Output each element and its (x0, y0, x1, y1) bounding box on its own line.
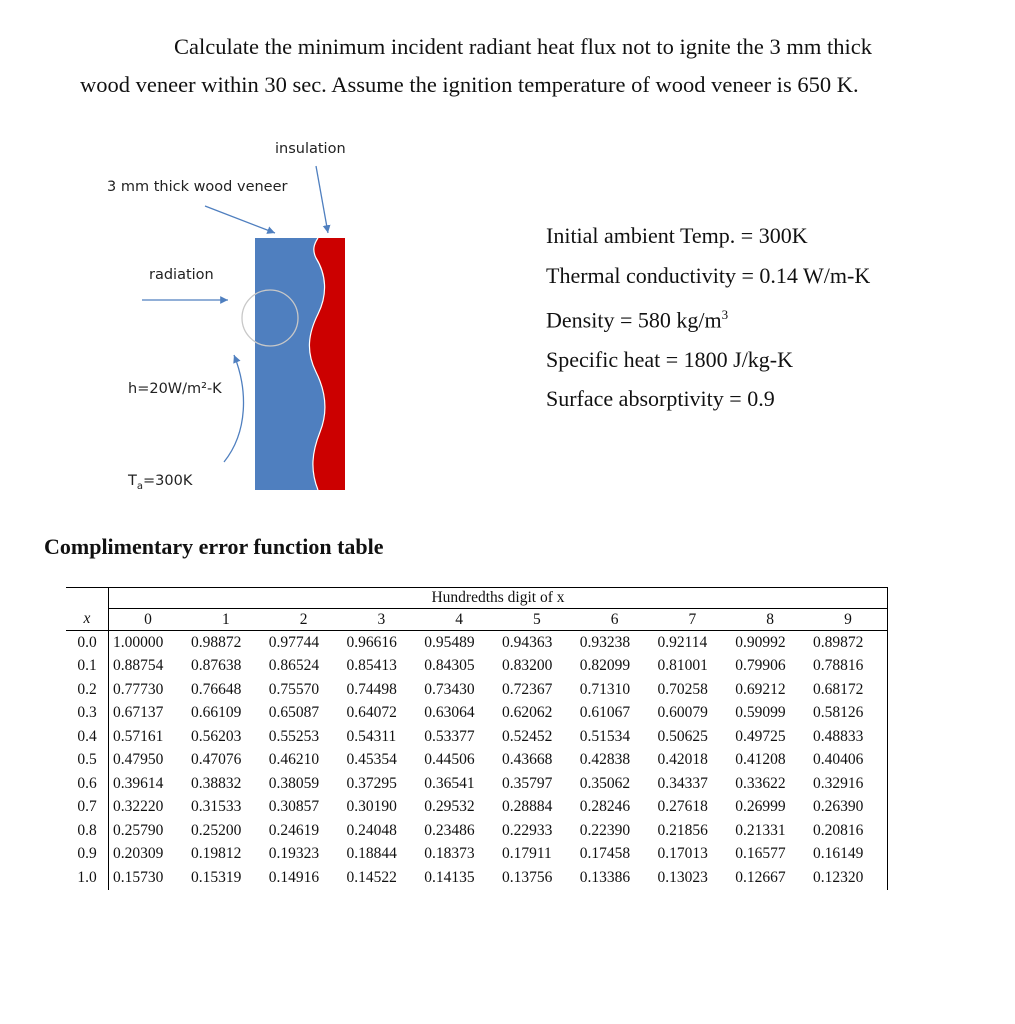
table-cell: 0.70258 (657, 680, 708, 698)
table-cell: 0.24048 (346, 821, 397, 839)
veneer-pointer-arrow (205, 206, 275, 233)
table-cell: 0.79906 (735, 657, 786, 675)
digit-header: 3 (342, 609, 420, 631)
table-cell: 0.69212 (735, 680, 786, 698)
table-cell: 0.12667 (735, 868, 786, 886)
absorptivity-property: Surface absorptivity = 0.9 (546, 386, 775, 412)
table-cell: 0.85413 (346, 657, 397, 675)
table-cell: 0.46210 (268, 751, 320, 769)
table-cell: 0.25790 (113, 821, 164, 839)
table-cell: 0.49725 (735, 727, 786, 745)
table-cell: 0.26999 (735, 798, 786, 816)
table-cell: 0.20309 (113, 845, 164, 863)
table-cell: 0.14135 (424, 868, 475, 886)
table-cell: 0.41208 (735, 751, 786, 769)
table-cell: 0.19323 (268, 845, 320, 863)
table-cell: 0.35062 (579, 774, 631, 792)
row-x-value: 0.4 (66, 725, 109, 749)
erfc-table (66, 588, 888, 890)
table-cell: 0.67137 (113, 704, 164, 722)
table-cell: 0.16149 (809, 843, 888, 867)
table-cell: 0.96616 (346, 633, 397, 651)
radiation-label: radiation (149, 267, 214, 283)
table-cell: 0.78816 (809, 655, 888, 679)
table-row (66, 631, 888, 655)
row-x-value: 0.7 (66, 796, 109, 820)
table-cell: 0.13386 (579, 868, 631, 886)
digit-header: 0 (109, 609, 187, 631)
table-cell: 0.77730 (113, 680, 164, 698)
row-x-value: 0.3 (66, 702, 109, 726)
table-cell: 0.21331 (735, 821, 786, 839)
table-cell: 0.20816 (809, 819, 888, 843)
table-cell: 0.17911 (501, 845, 552, 863)
group-header: Hundredths digit of x (109, 588, 888, 609)
insulation-pointer-arrow (316, 166, 328, 233)
table-cell: 0.56203 (190, 727, 242, 745)
row-x-value: 1.0 (66, 866, 109, 890)
table-cell: 0.66109 (190, 704, 242, 722)
row-x-value: 0.2 (66, 678, 109, 702)
table-cell: 0.26390 (809, 796, 888, 820)
table-cell: 0.42018 (657, 751, 708, 769)
ambient-temperature-label: $T_a=300K$ (128, 473, 193, 492)
table-cell: 0.15730 (113, 868, 164, 886)
table-cell: 0.13023 (657, 868, 708, 886)
table-cell: 0.47950 (113, 751, 164, 769)
heat-transfer-coefficient-label: h=20W/m²-K (128, 381, 222, 397)
table-cell: 0.63064 (424, 704, 475, 722)
material-properties (546, 216, 870, 419)
table-cell: 0.12320 (809, 866, 888, 890)
table-cell: 0.32916 (809, 772, 888, 796)
table-row (66, 678, 888, 702)
table-cell: 0.81001 (657, 657, 708, 675)
table-cell: 0.14916 (268, 868, 320, 886)
table-cell: 0.59099 (735, 704, 786, 722)
conductivity-property: Thermal conductivity = 0.14 W/m-K (546, 262, 871, 288)
problem-line-2: wood veneer within 30 sec. Assume the ignition temperature of wood veneer is 650 K. (80, 72, 859, 97)
table-cell: 0.22933 (501, 821, 553, 839)
x-column-header: x (66, 609, 109, 631)
digit-header: 5 (498, 609, 576, 631)
table-cell: 0.87638 (190, 657, 242, 675)
table-cell: 0.44506 (424, 751, 475, 769)
specific-heat-property: Specific heat = 1800 J/kg-K (546, 346, 794, 372)
table-cell: 0.68172 (809, 678, 888, 702)
digit-header: 1 (187, 609, 265, 631)
table-row (66, 772, 888, 796)
digit-header: 7 (653, 609, 731, 631)
table-cell: 0.43668 (501, 751, 553, 769)
table-cell: 0.97744 (268, 633, 320, 651)
row-x-value: 0.9 (66, 843, 109, 867)
table-cell: 0.95489 (424, 633, 475, 651)
table-cell: 0.52452 (501, 727, 553, 745)
table-cell: 0.64072 (346, 704, 397, 722)
table-cell: 0.98872 (190, 633, 242, 651)
table-cell: 0.34337 (657, 774, 708, 792)
table-cell: 0.38832 (190, 774, 242, 792)
table-cell: 0.82099 (579, 657, 631, 675)
table-cell: 0.65087 (268, 704, 320, 722)
table-cell: 0.54311 (346, 727, 397, 745)
table-cell: 0.25200 (190, 821, 242, 839)
table-cell: 0.23486 (424, 821, 475, 839)
table-title: Complimentary error function table (44, 534, 384, 559)
table-row (66, 702, 888, 726)
table-cell: 0.58126 (809, 702, 888, 726)
table-cell: 0.62062 (501, 704, 553, 722)
density-property: Density = 580 $kg/m^3$ (546, 307, 729, 333)
table-cell: 0.75570 (268, 680, 320, 698)
table-cell: 0.38059 (268, 774, 320, 792)
row-x-value: 0.5 (66, 749, 109, 773)
row-x-value: 0.1 (66, 655, 109, 679)
table-cell: 0.29532 (424, 798, 475, 816)
table-cell: 0.35797 (501, 774, 553, 792)
table-cell: 0.92114 (657, 633, 708, 651)
table-cell: 0.22390 (579, 821, 631, 839)
table-cell: 0.45354 (346, 751, 397, 769)
table-cell: 0.83200 (501, 657, 553, 675)
veneer-label: 3 mm thick wood veneer (107, 179, 288, 195)
table-row (66, 655, 888, 679)
table-cell: 0.73430 (424, 680, 475, 698)
table-cell: 0.93238 (579, 633, 631, 651)
table-cell: 0.17013 (657, 845, 708, 863)
table-cell: 0.88754 (113, 657, 164, 675)
table-cell: 0.48833 (809, 725, 888, 749)
table-cell: 0.42838 (579, 751, 631, 769)
table-cell: 0.61067 (579, 704, 631, 722)
table-cell: 0.90992 (735, 633, 786, 651)
table-cell: 0.28246 (579, 798, 631, 816)
digit-header: 4 (420, 609, 498, 631)
table-cell: 0.30190 (346, 798, 397, 816)
table-cell: 1.00000 (113, 633, 164, 651)
table-cell: 0.18373 (424, 845, 475, 863)
table-cell: 0.71310 (579, 680, 631, 698)
table-cell: 0.47076 (190, 751, 242, 769)
erfc-table-container (66, 587, 888, 890)
problem-line-1: Calculate the minimum incident radiant heat flux not to ignite the 3 mm thick (174, 34, 872, 59)
table-cell: 0.76648 (190, 680, 242, 698)
digit-header: 6 (576, 609, 654, 631)
table-row (66, 725, 888, 749)
ambient-temp-property: Initial ambient Temp. = 300K (546, 223, 808, 248)
table-cell: 0.50625 (657, 727, 708, 745)
table-row (66, 866, 888, 890)
table-cell: 0.89872 (809, 631, 888, 655)
table-cell: 0.19812 (190, 845, 242, 863)
table-cell: 0.60079 (657, 704, 708, 722)
table-row (66, 796, 888, 820)
table-cell: 0.32220 (113, 798, 164, 816)
table-row (66, 819, 888, 843)
table-cell: 0.37295 (346, 774, 397, 792)
table-row (66, 843, 888, 867)
table-cell: 0.14522 (346, 868, 397, 886)
table-cell: 0.15319 (190, 868, 242, 886)
table-cell: 0.31533 (190, 798, 242, 816)
table-cell: 0.57161 (113, 727, 164, 745)
table-cell: 0.74498 (346, 680, 397, 698)
table-cell: 0.27618 (657, 798, 708, 816)
table-cell: 0.18844 (346, 845, 397, 863)
table-cell: 0.16577 (735, 845, 786, 863)
convection-arrow (224, 355, 243, 462)
table-cell: 0.94363 (501, 633, 553, 651)
digit-header: 8 (731, 609, 809, 631)
row-x-value: 0.8 (66, 819, 109, 843)
table-cell: 0.51534 (579, 727, 631, 745)
table-cell: 0.55253 (268, 727, 320, 745)
table-cell: 0.30857 (268, 798, 320, 816)
insulation-label: insulation (275, 141, 346, 157)
table-cell: 0.84305 (424, 657, 475, 675)
table-cell: 0.28884 (501, 798, 553, 816)
table-cell: 0.53377 (424, 727, 475, 745)
table-cell: 0.36541 (424, 774, 475, 792)
table-row (66, 749, 888, 773)
table-cell: 0.21856 (657, 821, 708, 839)
table-cell: 0.39614 (113, 774, 164, 792)
digit-header: 9 (809, 609, 888, 631)
row-x-value: 0.0 (66, 631, 109, 655)
table-cell: 0.40406 (809, 749, 888, 773)
table-cell: 0.24619 (268, 821, 320, 839)
table-cell: 0.86524 (268, 657, 320, 675)
table-cell: 0.33622 (735, 774, 786, 792)
table-cell: 0.17458 (579, 845, 631, 863)
digit-header: 2 (265, 609, 343, 631)
table-cell: 0.13756 (501, 868, 553, 886)
table-cell: 0.72367 (501, 680, 553, 698)
row-x-value: 0.6 (66, 772, 109, 796)
